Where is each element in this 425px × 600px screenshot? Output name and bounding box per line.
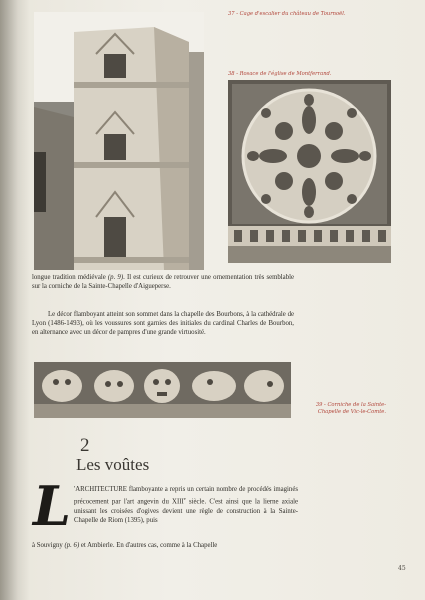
paragraph-1 bbox=[32, 273, 294, 291]
page-number: 45 bbox=[398, 565, 406, 572]
cornice-photo bbox=[34, 362, 291, 418]
section-body-last-text-continued: et Ambierle. En d'autres cas, comme à la Chapelle bbox=[79, 542, 218, 549]
cornice-caption: 39 - Corniche de la Sainte-Chapelle de Vic-le-Comte. bbox=[315, 402, 386, 415]
page-gutter-shadow bbox=[0, 0, 30, 600]
section-body-text-continued: siècle. C'est ainsi que la lierne axiale unissant les croisées d'ogives devient une règle de construction à la Sainte-Chapelle de Riom (1395), puis bbox=[74, 498, 298, 525]
page-reference: (p. 9) bbox=[107, 274, 124, 281]
rose-window-photo bbox=[228, 80, 391, 263]
tower-caption: 37 - Cage d'escalier du château de Tournoël. bbox=[228, 11, 346, 17]
section-body bbox=[74, 485, 298, 526]
paragraph-2: Le décor flamboyant atteint son sommet dans la chapelle des Bourbons, à la cathédrale de Lyon (1486-1493), où les voussures sont garnies des initiales du cardinal Charles de Bourbon, en alternance avec un décor de pampres d'une grande virtuosité. bbox=[32, 311, 294, 337]
tower-photo bbox=[34, 12, 204, 270]
page-reference-2: (p. 6) bbox=[64, 542, 80, 549]
section-title: Les voûtes bbox=[76, 455, 150, 474]
section-body-text: 'ARCHITECTURE flamboyante a repris un certain nombre de procédés imaginés précocement par l'art angevin du XIII bbox=[74, 486, 298, 506]
century-superscript: e bbox=[183, 496, 186, 502]
paragraph-1-text: longue tradition médiévale bbox=[32, 274, 106, 281]
rose-caption: 38 - Rosace de l'église de Montferrand. bbox=[228, 71, 332, 77]
section-number: 2 bbox=[80, 435, 90, 456]
section-body-last-line bbox=[32, 541, 298, 550]
drop-cap: L bbox=[33, 474, 71, 538]
paragraph-1-text-continued: . Il est curieux de retrouver une ornementation très semblable sur la corniche de la Sainte-Chapelle d'Aigueperse. bbox=[32, 274, 295, 291]
section-body-last-text: à Souvigny bbox=[32, 542, 63, 549]
